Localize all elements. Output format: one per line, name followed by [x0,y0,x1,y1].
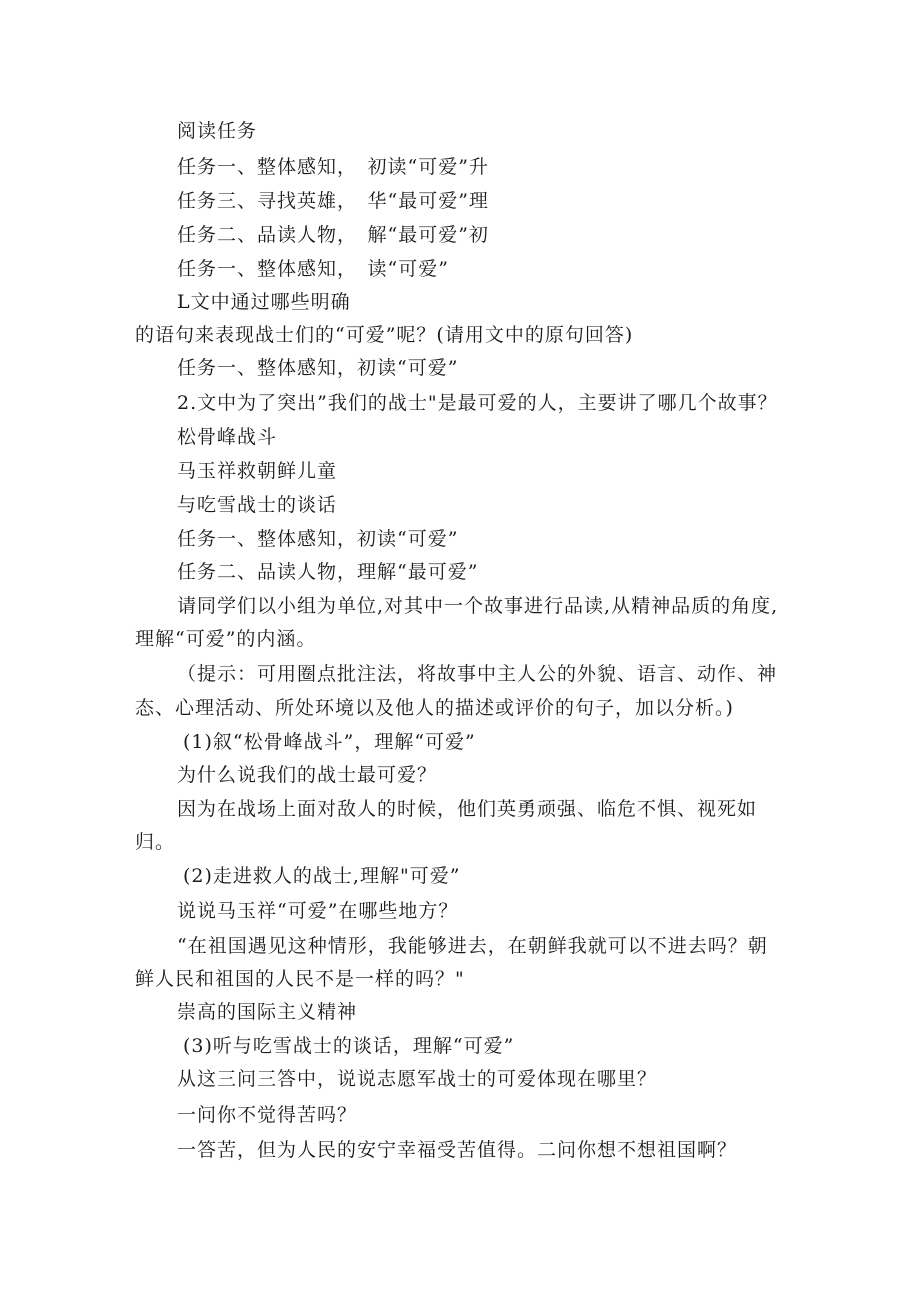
quote-text-continued: 鲜人民和祖国的人民不是一样的吗？" [135,968,465,990]
text-line: 归。 [135,831,176,853]
story-item: 松骨峰战斗 [177,426,278,448]
question-1-continued: 的语句来表现战士们的“可爱”呢？(请用文中的原句回答) [135,324,634,346]
text-line: 任务一、整体感知，初读“可爱” [177,357,459,379]
text-line: 崇高的国际主义精神 [177,1001,358,1023]
story-item: 马玉祥救朝鲜儿童 [177,460,338,482]
text-line: 从这三问三答中，说说志愿军战士的可爱体现在哪里？ [177,1068,658,1090]
text-line: 任务二、品读人物，理解“最可爱” [177,561,479,583]
hint-text-continued: 态、心理活动、所处环境以及他人的描述或评价的句子，加以分析。) [135,697,734,719]
text-line: 任务一、整体感知， 初读“可爱”升 [177,156,489,178]
text-line: 任务一、整体感知，初读“可爱” [177,528,459,550]
text-line: 请同学们以小组为单位,对其中一个故事进行品读,从精神品质的角度, [177,595,779,617]
subsection-1: (1)叙“松骨峰战斗”，理解“可爱” [183,731,476,753]
text-line: 一问你不觉得苦吗？ [177,1104,358,1126]
subsection-2: (2)走进救人的战士,理解"可爱” [183,865,461,887]
text-line: 理解“可爱”的内涵。 [135,628,317,650]
story-item: 与吃雪战士的谈话 [177,494,338,516]
quote-text: “在祖国遇见这种情形，我能够进去，在朝鲜我就可以不进去吗？朝 [177,935,768,957]
text-line: 因为在战场上面对敌人的时候，他们英勇顽强、临危不惧、视死如 [177,798,758,820]
heading-reading-tasks: 阅读任务 [177,120,258,142]
text-line: 说说马玉祥“可爱”在哪些地方？ [177,900,459,922]
question-1: L文中通过哪些明确 [177,291,351,313]
text-line: 一答苦，但为人民的安宁幸福受苦值得。二问你想不想祖国啊？ [177,1139,738,1161]
text-line: 为什么说我们的战士最可爱？ [177,764,438,786]
text-line: 任务三、寻找英雄， 华“最可爱”理 [177,190,489,212]
subsection-3: (3)听与吃雪战士的谈话，理解“可爱” [183,1035,515,1057]
question-2: 2.文中为了突出”我们的战士"是最可爱的人，主要讲了哪几个故事？ [177,392,778,414]
text-line: 任务一、整体感知， 读“可爱” [177,258,449,280]
text-line: 任务二、品读人物， 解“最可爱”初 [177,224,489,246]
hint-text: （提示：可用圈点批注法，将故事中主人公的外貌、语言、动作、神 [177,663,778,685]
